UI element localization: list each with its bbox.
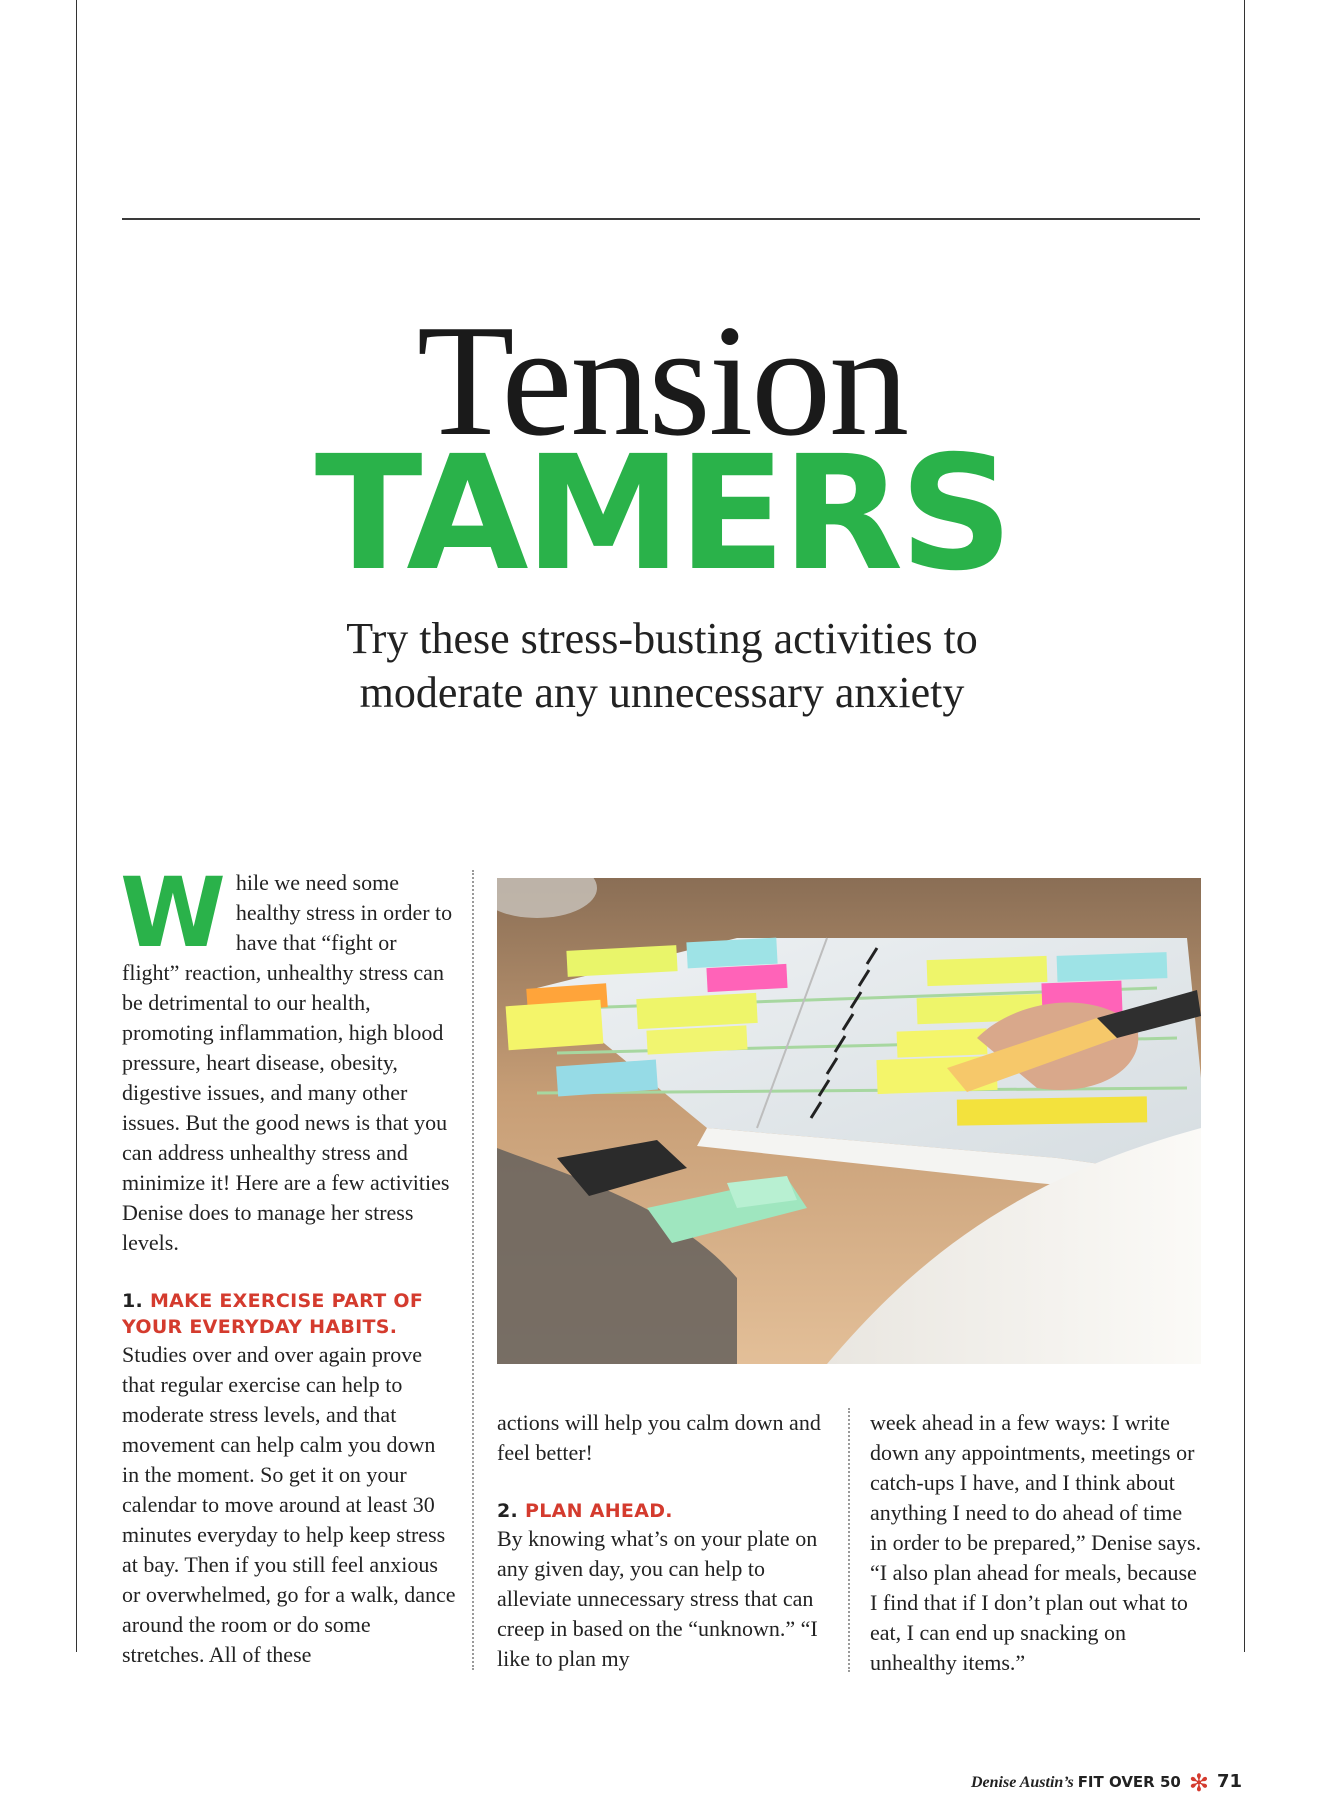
section-2-text: By knowing what’s on your plate on any given day, you can help to alleviate unnecessary stress that can creep in based on the “unknown.” “I like to plan my [497, 1526, 818, 1671]
section-1-number: 1. [122, 1290, 144, 1312]
section-2-number: 2. [497, 1500, 519, 1522]
subtitle [200, 612, 1124, 720]
column-1 [120, 857, 458, 1670]
planner-photo-illustration [497, 878, 1201, 1364]
section-2-title: PLAN AHEAD. [524, 1500, 673, 1522]
column-2 [497, 1408, 827, 1674]
planner-photo [497, 878, 1201, 1364]
column-divider-1 [472, 870, 474, 1670]
page-footer [971, 1769, 1242, 1798]
subtitle-line-2: moderate any unnecessary anxiety [359, 668, 965, 717]
section-1-title: MAKE EXERCISE PART OF YOUR EVERYDAY HABITS. [122, 1290, 424, 1338]
right-margin-line [1244, 0, 1245, 1652]
title-line-2: TAMERS [314, 422, 1010, 606]
asterisk-icon: ✻ [1188, 1769, 1209, 1798]
drop-cap: W [120, 857, 226, 969]
page-number: 71 [1216, 1771, 1242, 1792]
intro-paragraph [120, 857, 458, 1258]
left-margin-line [76, 0, 77, 1652]
section-2-continued: week ahead in a few ways: I write down any appointments, meetings or catch-ups I have, and I think about anything I need to do ahead of time in order to be prepared,” Denise says. “I also plan ahead for meals, because I find that if I don’t plan out what to eat, I can end up snacking on unhealthy items.” [870, 1410, 1202, 1675]
title-line-1: Tension [416, 291, 908, 469]
intro-text: hile we need some healthy stress in order to have that “fight or flight” reaction, unhealthy stress can be detrimental to our health, promoting inflammation, high blood pressure, heart disease, obesity, digestive issues, and many other issues. But the good news is that you can address unhealthy stress and minimize it! Here are a few activities Denise does to manage her stress levels. [122, 870, 453, 1255]
section-1-continued: actions will help you calm down and feel better! [497, 1410, 821, 1465]
section-1-heading [122, 1288, 458, 1340]
subtitle-line-1: Try these stress-busting activities to [346, 614, 978, 663]
footer-brand: Denise Austin’s [971, 1774, 1074, 1791]
top-rule [122, 218, 1200, 220]
section-1-text: Studies over and over again prove that regular exercise can help to moderate stress levels, and that movement can help calm you down in the moment. So get it on your calendar to move around at least 30 minutes everyday to help keep stress at bay. Then if you still feel anxious or overwhelmed, go for a walk, dance around the room or do some stretches. All of these [122, 1342, 456, 1667]
footer-publication: FIT OVER 50 [1077, 1773, 1181, 1791]
column-3 [870, 1408, 1204, 1678]
section-2-heading [497, 1498, 827, 1524]
column-divider-2 [848, 1408, 850, 1672]
